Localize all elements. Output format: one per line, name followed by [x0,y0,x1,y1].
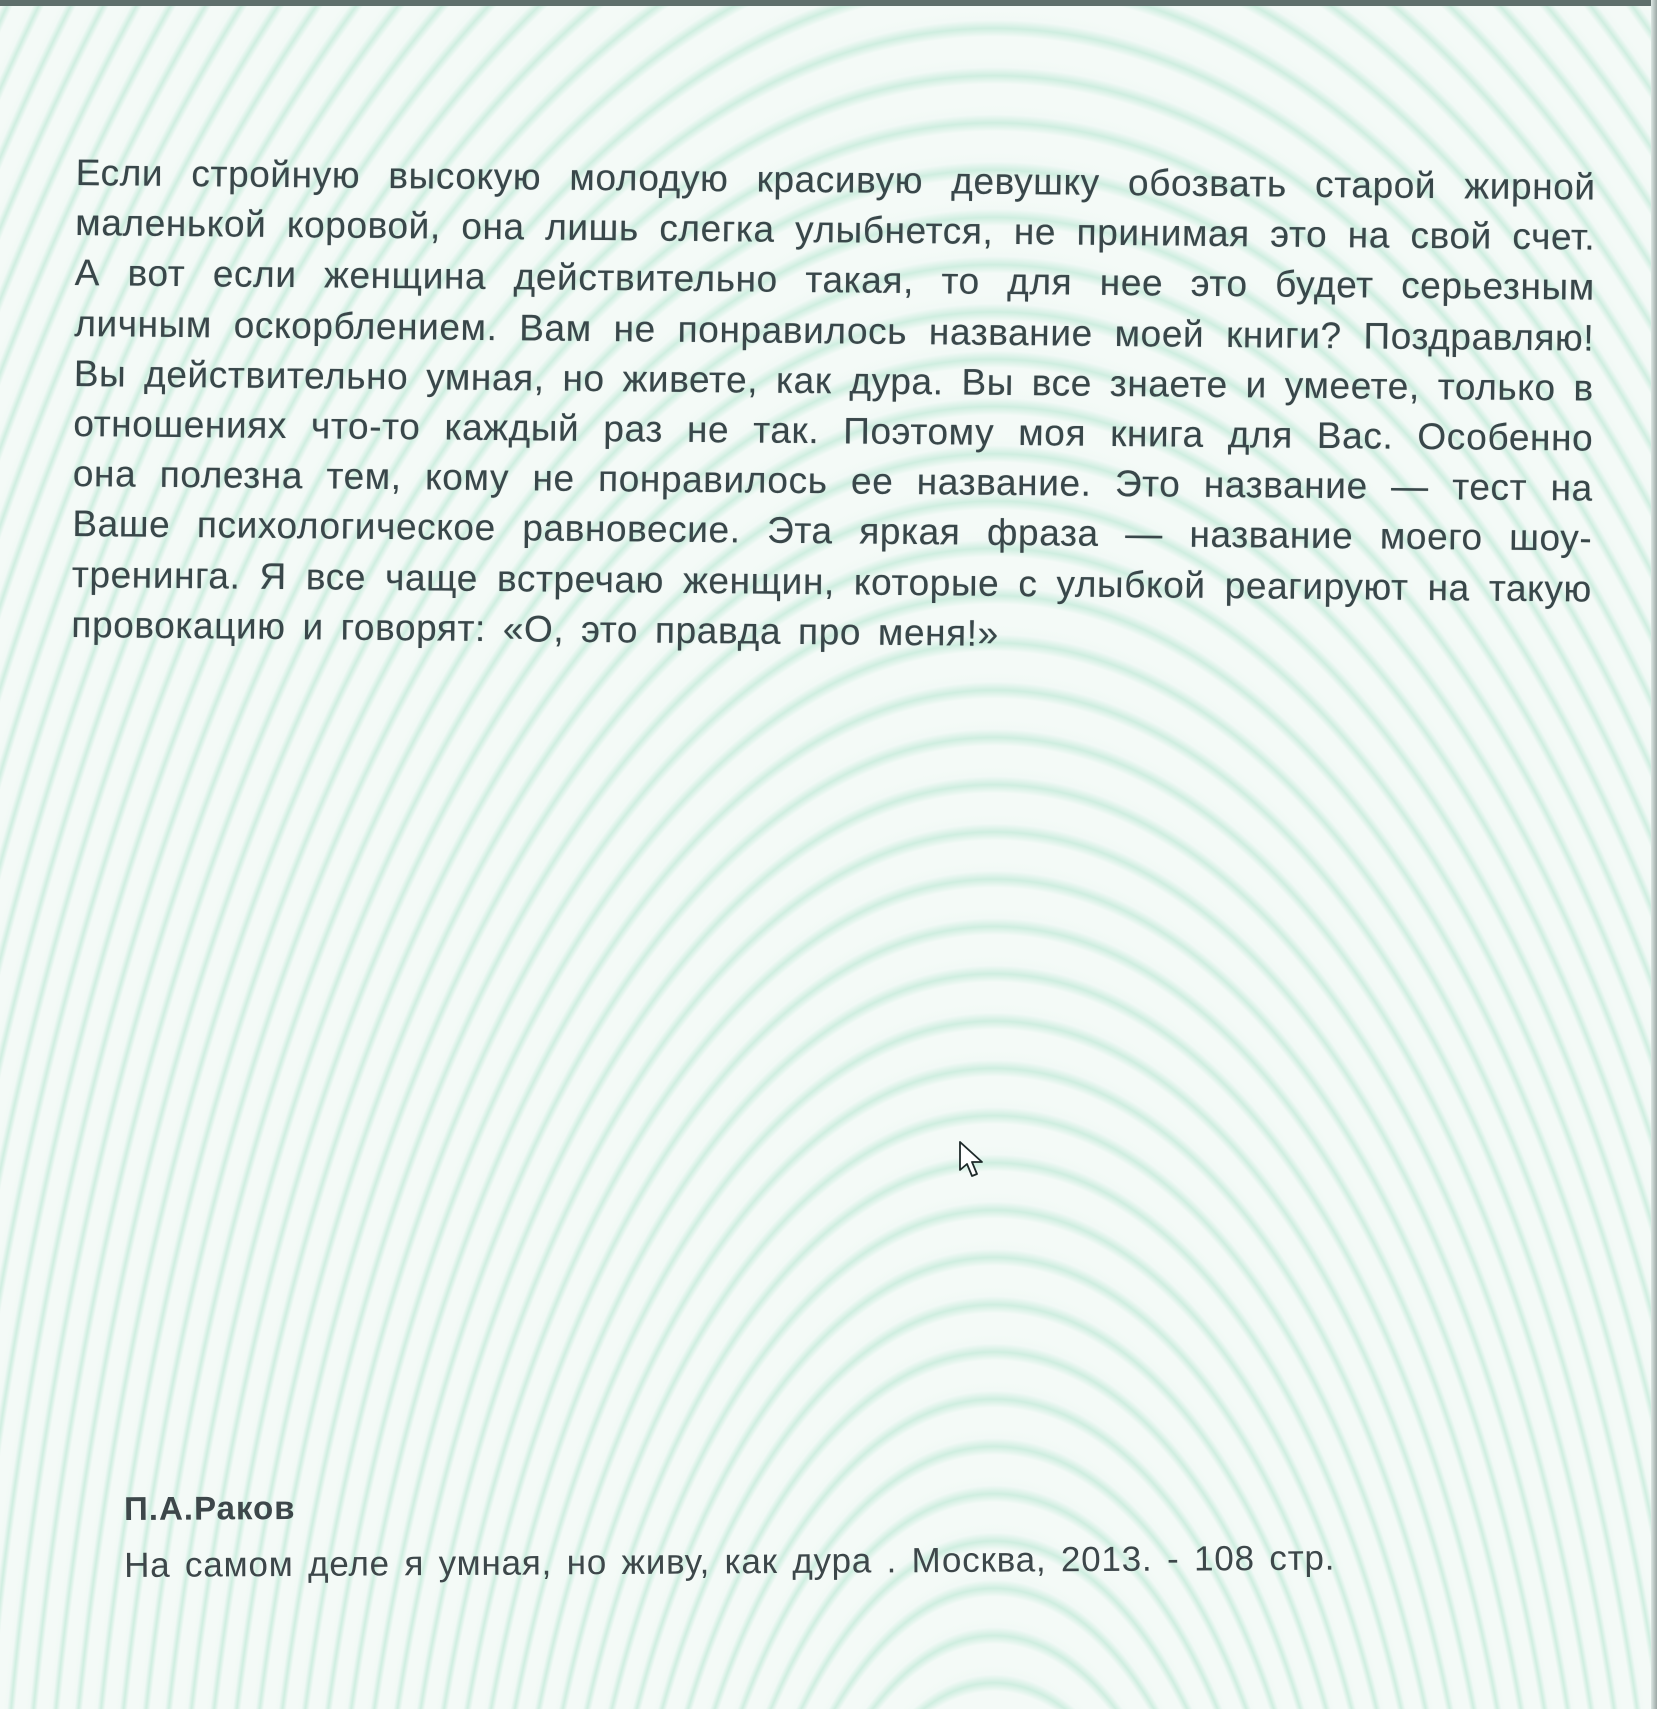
book-citation: На самом деле я умная, но живу, как дура . Москва, 2013. - 108 стр. [124,1538,1336,1585]
monitor-right-edge [1651,0,1657,1709]
body-paragraph: Если стройную высокую молодую красивую девушку обозвать старой жирной маленькой коровой, она лишь слегка улыбнется, не принимая это на свой счет. А вот если женщина действительно такая, то для нее это будет серьезным личным оскорблением. Вам не понравилось название моей книги? Поздравляю! Вы действительно умная, но живете, как дура. Вы все знаете и умеете, только в отношениях что-то каждый раз не так. Поэтому моя книга для Вас. Особенно она полезна тем, кому не понравилось ее название. Это название — тест на Ваше психологическое равновесие. Эта яркая фраза — название моего шоу-тренинга. Я все чаще встречаю женщин, которые с улыбкой реагируют на такую провокацию и говорят: «О, это правда про меня!» [71,151,1596,654]
author-name: П.А.Раков [124,1488,296,1527]
mouse-pointer-icon [958,1140,988,1180]
monitor-top-edge [0,0,1657,6]
